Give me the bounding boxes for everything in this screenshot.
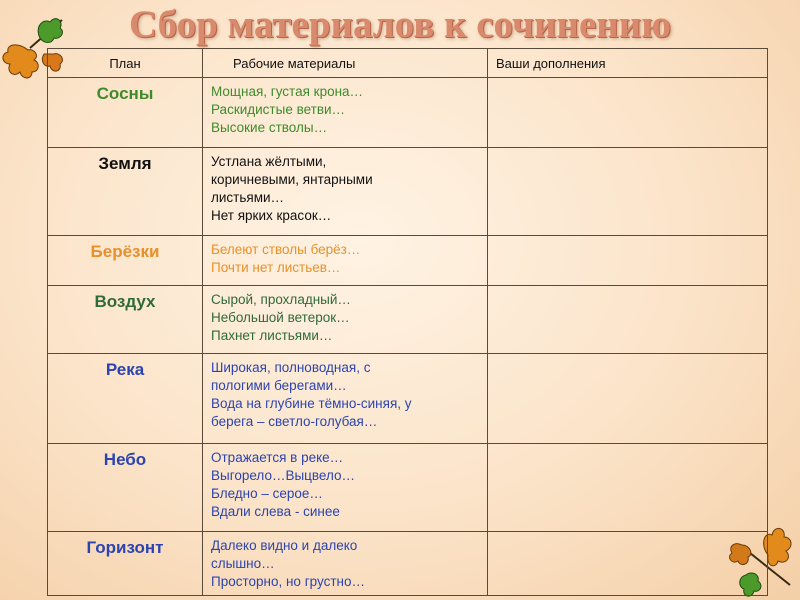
- material-line: Раскидистые ветви…: [211, 102, 346, 117]
- additions-cell[interactable]: [488, 148, 768, 236]
- material-line: Пахнет листьями…: [211, 328, 333, 343]
- additions-cell[interactable]: [488, 354, 768, 444]
- materials-cell: [203, 148, 488, 236]
- materials-cell: [203, 286, 488, 354]
- material-line: Широкая, полноводная, с: [211, 360, 371, 375]
- materials-cell: [203, 532, 488, 596]
- material-line: Сырой, прохладный…: [211, 292, 351, 307]
- plan-item: Берёзки: [48, 236, 203, 286]
- plan-item: Небо: [48, 444, 203, 532]
- material-line: Высокие стволы…: [211, 120, 328, 135]
- column-header-materials: Рабочие материалы: [203, 49, 488, 78]
- page-title: Сбор материалов к сочинению: [128, 3, 672, 46]
- materials-cell: [203, 354, 488, 444]
- material-line: слышно…: [211, 556, 275, 571]
- material-line: Выгорело…Выцвело…: [211, 468, 356, 483]
- table-row: [48, 532, 768, 596]
- column-header-additions: Ваши дополнения: [488, 49, 768, 78]
- additions-cell[interactable]: [488, 532, 768, 596]
- material-line: листьями…: [211, 190, 285, 205]
- column-header-plan: План: [48, 49, 203, 78]
- material-line: Отражается в реке…: [211, 450, 344, 465]
- table-row: [48, 354, 768, 444]
- plan-item: Сосны: [48, 78, 203, 148]
- material-line: Белеют стволы берёз…: [211, 242, 361, 257]
- material-line: Устлана жёлтыми,: [211, 154, 327, 169]
- additions-cell[interactable]: [488, 236, 768, 286]
- additions-cell[interactable]: [488, 286, 768, 354]
- material-line: Бледно – серое…: [211, 486, 323, 501]
- materials-cell: [203, 236, 488, 286]
- material-line: Далеко видно и далеко: [211, 538, 358, 553]
- materials-cell: [203, 78, 488, 148]
- additions-cell[interactable]: [488, 78, 768, 148]
- table-row: [48, 236, 768, 286]
- material-line: коричневыми, янтарными: [211, 172, 373, 187]
- material-line: Вода на глубине тёмно-синяя, у: [211, 396, 412, 411]
- plan-item: Воздух: [48, 286, 203, 354]
- materials-table: [47, 48, 768, 596]
- material-line: Нет ярких красок…: [211, 208, 332, 223]
- material-line: Просторно, но грустно…: [211, 574, 365, 589]
- table-row: [48, 444, 768, 532]
- table-row: [48, 78, 768, 148]
- material-line: Вдали слева - синее: [211, 504, 340, 519]
- plan-item: Река: [48, 354, 203, 444]
- plan-item: Горизонт: [48, 532, 203, 596]
- table-row: [48, 286, 768, 354]
- material-line: берега – светло-голубая…: [211, 414, 378, 429]
- table-row: [48, 148, 768, 236]
- plan-item: Земля: [48, 148, 203, 236]
- additions-cell[interactable]: [488, 444, 768, 532]
- material-line: Почти нет листьев…: [211, 260, 341, 275]
- material-line: Небольшой ветерок…: [211, 310, 350, 325]
- table-header-row: [48, 49, 768, 78]
- material-line: Мощная, густая крона…: [211, 84, 364, 99]
- materials-cell: [203, 444, 488, 532]
- material-line: пологими берегами…: [211, 378, 347, 393]
